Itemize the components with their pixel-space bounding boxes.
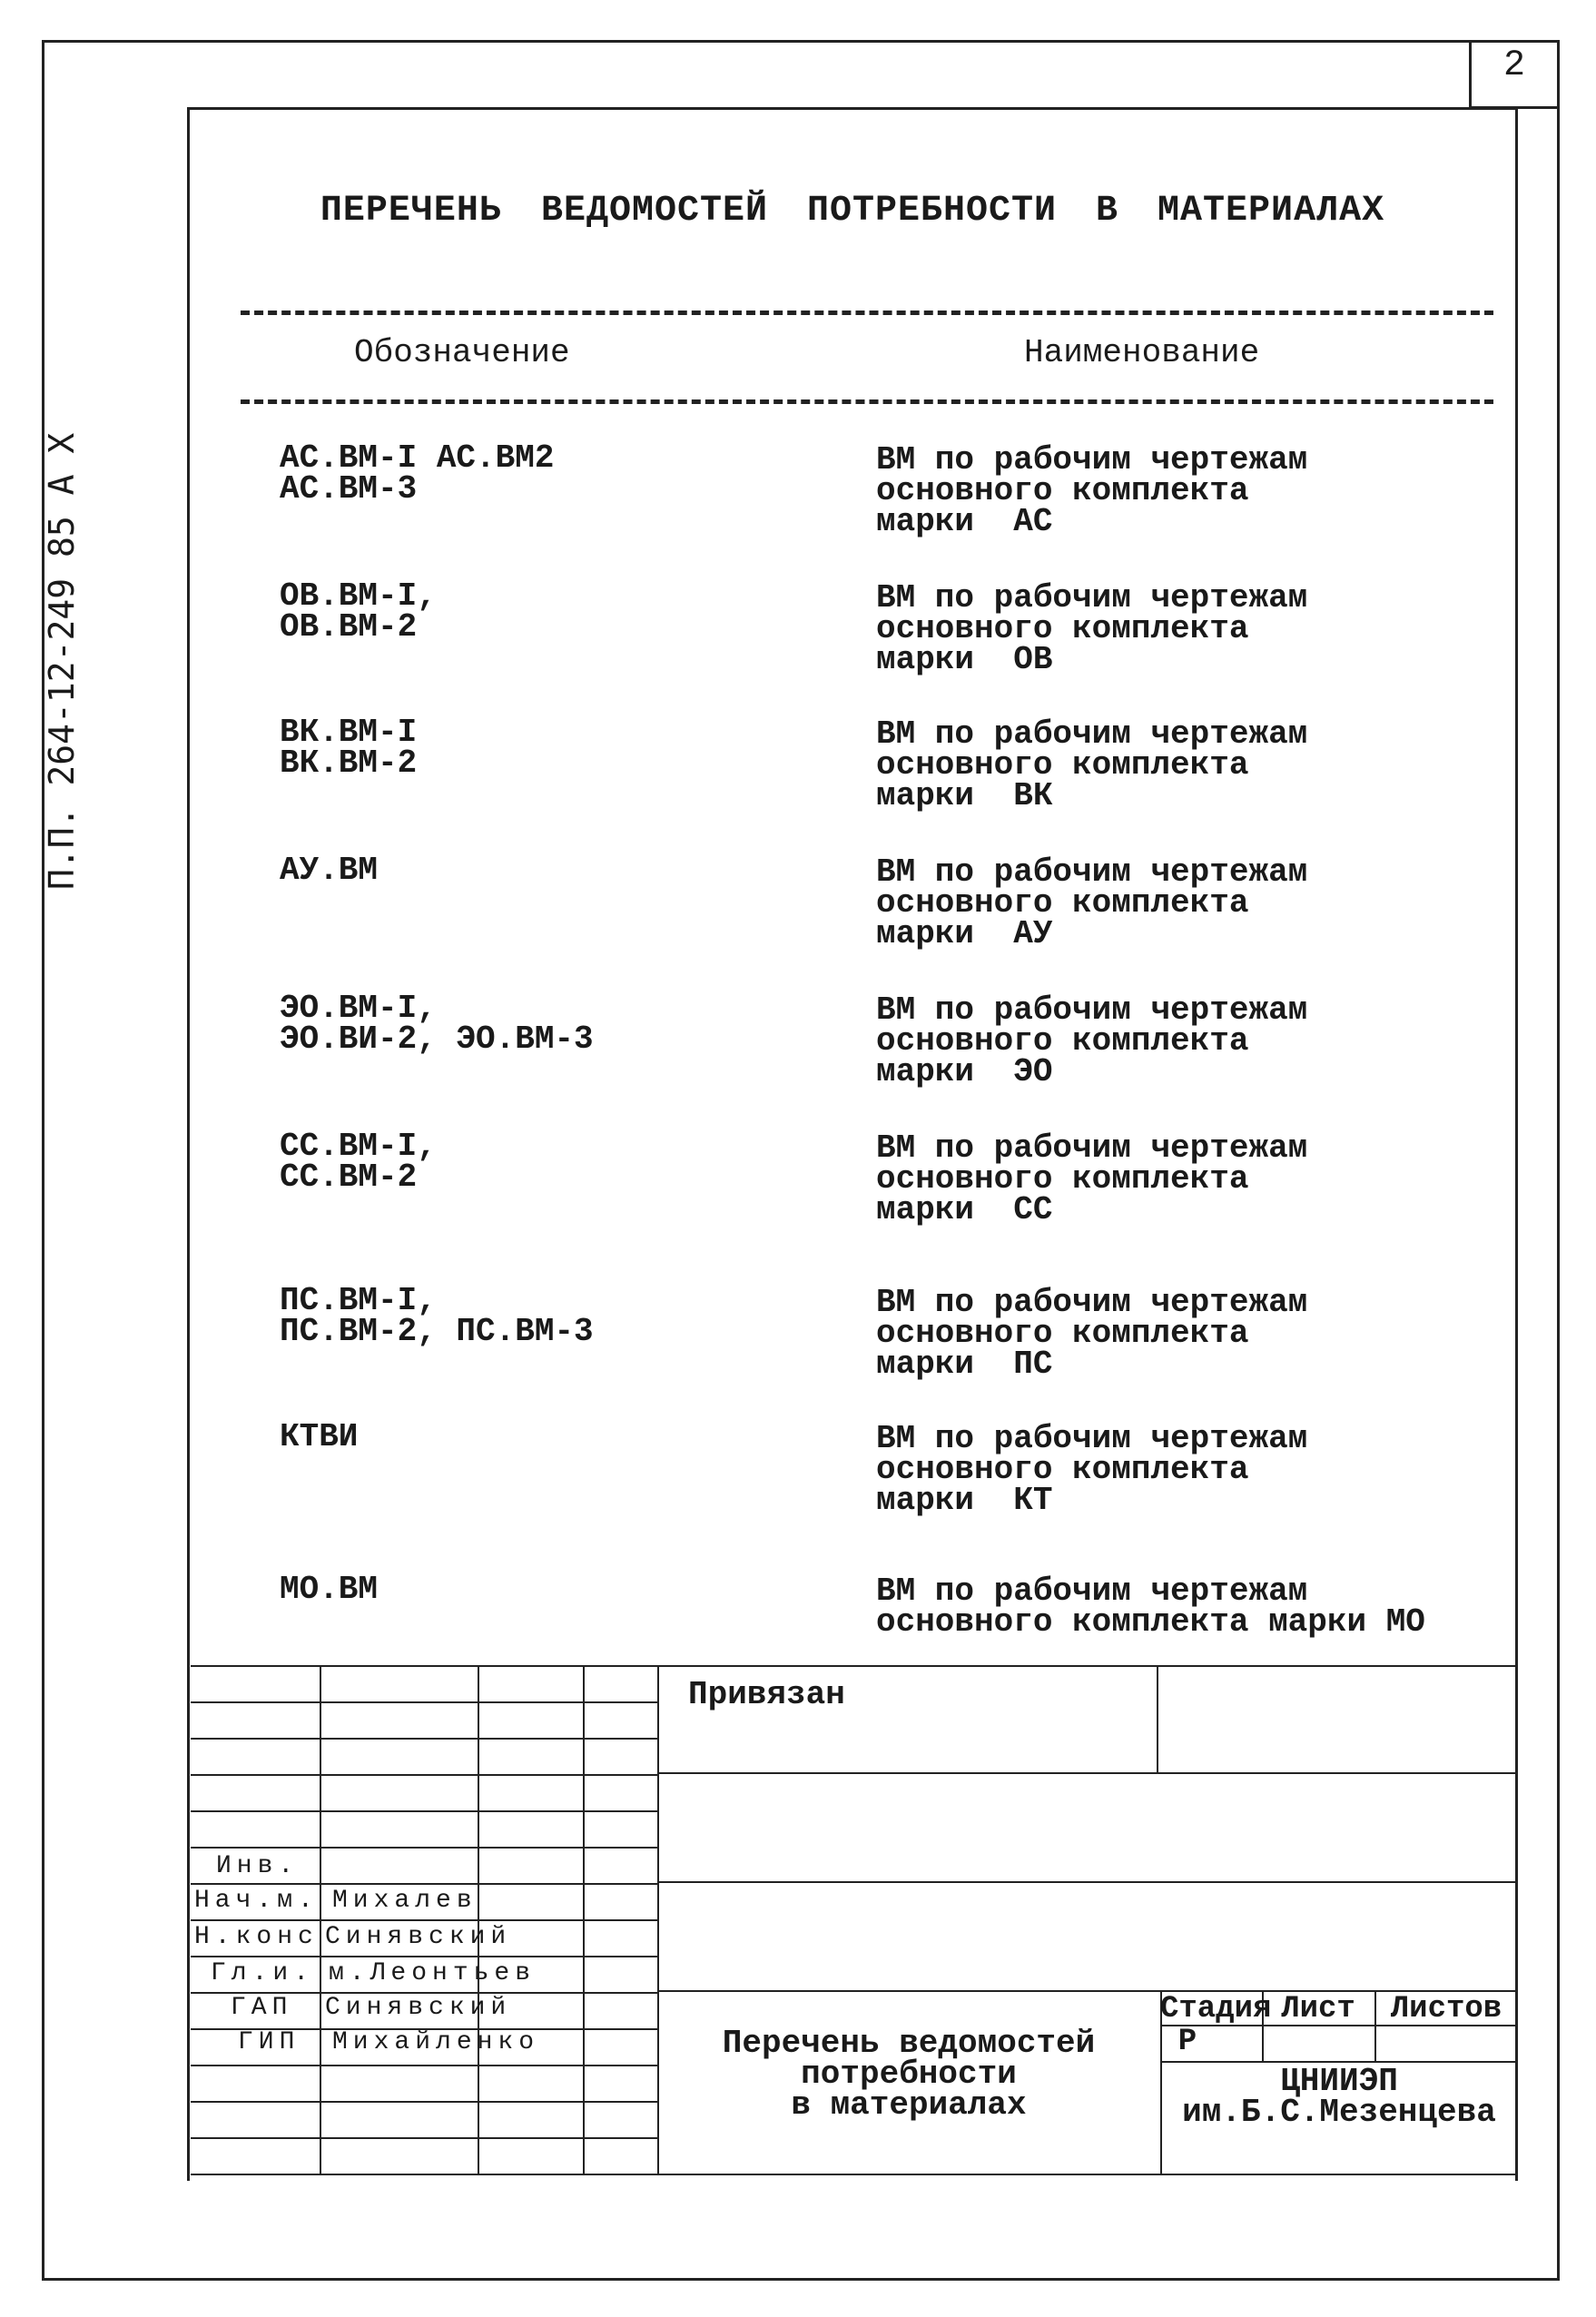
row-designation: МО.ВМ xyxy=(280,1571,379,1608)
row-designation: АС.ВМ-I АС.ВМ2 АС.ВМ-3 xyxy=(280,439,555,508)
page-title: ПЕРЕЧЕНЬ ВЕДОМОСТЕЙ ПОТРЕБНОСТИ В МАТЕРИАЛАХ xyxy=(320,191,1385,232)
side-code-strip xyxy=(36,272,109,908)
signature-name: Синявский xyxy=(325,1994,512,2022)
stage-value: Р xyxy=(1177,2025,1197,2059)
row-designation: ЭО.ВМ-I, ЭО.ВИ-2, ЭО.ВМ-3 xyxy=(280,990,594,1058)
header-rule-bottom xyxy=(241,399,1493,404)
inv-label: Инв. xyxy=(216,1852,300,1880)
row-designation: ОВ.ВМ-I, ОВ.ВМ-2 xyxy=(280,577,437,646)
signature-role: ГИП xyxy=(238,2028,300,2056)
row-name: ВМ по рабочим чертежам основного комплекта марки СС xyxy=(876,1129,1308,1228)
signature-name: м.Леонтьев xyxy=(329,1959,537,1987)
title-block xyxy=(191,1665,1518,2175)
column-header-name: Наименование xyxy=(1024,334,1260,371)
row-name: ВМ по рабочим чертежам основного комплекта марки МО xyxy=(876,1573,1425,1641)
row-designation: КТВИ xyxy=(280,1418,359,1455)
side-code-text: П.П. 264-12-249 85 А Х xyxy=(42,432,82,890)
row-name: ВМ по рабочим чертежам основного комплекта марки КТ xyxy=(876,1420,1308,1519)
signature-name: Михалев xyxy=(332,1887,478,1915)
page-number: 2 xyxy=(1502,45,1525,86)
row-designation: АУ.ВМ xyxy=(280,852,379,889)
bound-label: Привязан xyxy=(688,1676,845,1713)
signature-role: Гл.и. xyxy=(211,1959,315,1987)
signature-role: ГАП xyxy=(231,1994,293,2022)
row-name: ВМ по рабочим чертежам основного комплекта марки ЭО xyxy=(876,991,1308,1090)
row-designation: ВК.ВМ-I ВК.ВМ-2 xyxy=(280,714,418,782)
row-name: ВМ по рабочим чертежам основного комплекта марки АС xyxy=(876,441,1308,540)
header-rule-top xyxy=(241,311,1493,315)
row-designation: СС.ВМ-I, СС.ВМ-2 xyxy=(280,1128,437,1196)
signature-role: Н.конс xyxy=(194,1923,319,1951)
stage-label: Стадия xyxy=(1160,1992,1272,2026)
column-header-designation: Обозначение xyxy=(354,334,570,371)
row-name: ВМ по рабочим чертежам основного комплекта марки АУ xyxy=(876,853,1308,952)
sheet-label: Лист xyxy=(1281,1992,1355,2026)
sheets-label: Листов xyxy=(1390,1992,1502,2026)
signature-role: Нач.м. xyxy=(194,1887,319,1915)
document-title: Перечень ведомостей потребности в материалах xyxy=(722,2025,1096,2124)
signature-name: Синявский xyxy=(325,1923,512,1951)
organization: ЦНИИЭП им.Б.С.Мезенцева xyxy=(1182,2063,1496,2131)
row-name: ВМ по рабочим чертежам основного комплекта марки ОВ xyxy=(876,579,1308,678)
row-designation: ПС.ВМ-I, ПС.ВМ-2, ПС.ВМ-3 xyxy=(280,1282,594,1350)
row-name: ВМ по рабочим чертежам основного комплекта марки ВК xyxy=(876,715,1308,814)
row-name: ВМ по рабочим чертежам основного комплекта марки ПС xyxy=(876,1284,1308,1383)
signature-name: Михайленко xyxy=(332,2028,540,2056)
